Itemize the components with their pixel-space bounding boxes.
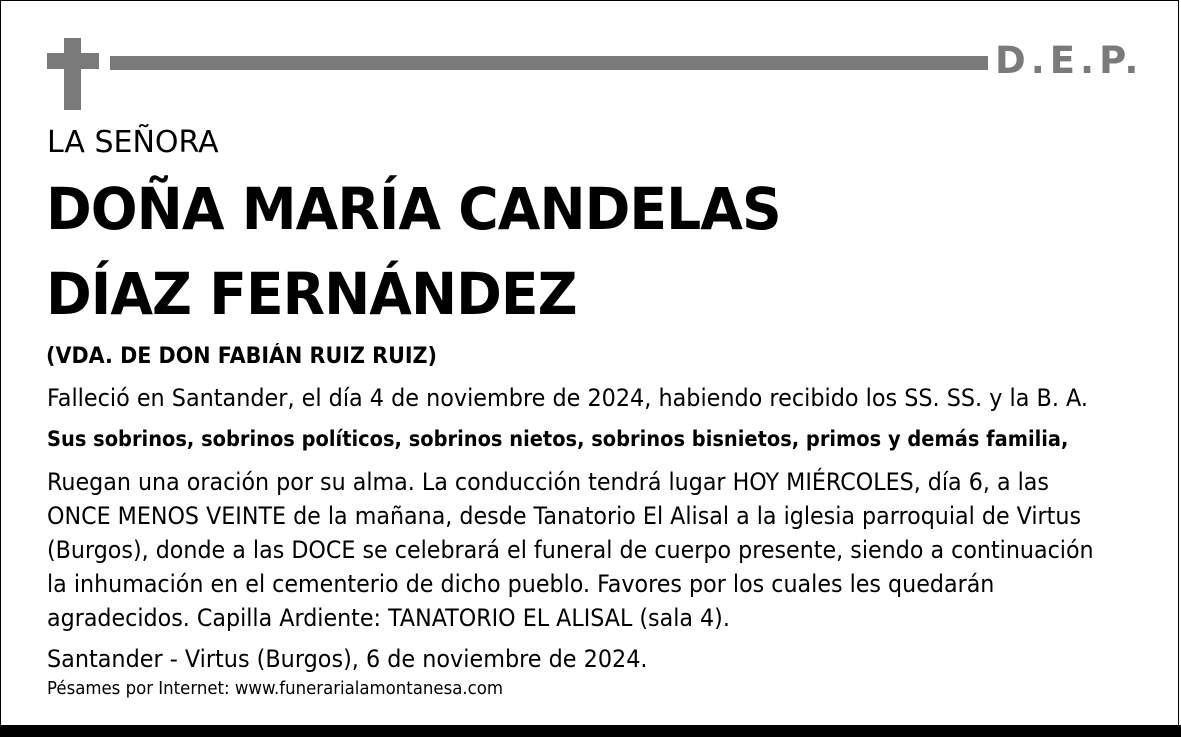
header-divider: [110, 56, 988, 70]
cross-vertical-bar: [64, 38, 81, 110]
death-notice-line: Falleció en Santander, el día 4 de noviembre de 2024, habiendo recibido los SS. SS. y la B. A.: [47, 384, 1089, 412]
latin-cross-icon: [47, 38, 99, 110]
paragraph-line: (Burgos), donde a las DOCE se celebrará el funeral de cuerpo presente, siendo a continuación: [47, 536, 1094, 564]
cross-horizontal-bar: [47, 53, 99, 69]
place-and-date: Santander - Virtus (Burgos), 6 de noviembre de 2024.: [47, 645, 648, 673]
paragraph-line: la inhumación en el cementerio de dicho pueblo. Favores por los cuales les quedarán: [47, 570, 995, 598]
paragraph-line: Ruegan una oración por su alma. La conducción tendrá lugar HOY MIÉRCOLES, día 6, a las: [47, 468, 1049, 496]
dep-heading: D.E.P.: [995, 39, 1144, 82]
honorific-prefix: LA SEÑORA: [47, 125, 219, 160]
widow-of-note: (VDA. DE DON FABIÁN RUIZ RUIZ): [46, 344, 438, 369]
deceased-name-line-1: DOÑA MARÍA CANDELAS: [46, 175, 781, 243]
funeral-details-paragraph: [47, 465, 1120, 635]
bottom-border-rule: [0, 725, 1181, 737]
family-line: Sus sobrinos, sobrinos políticos, sobrinos nietos, sobrinos bisnietos, primos y demás familia,: [47, 427, 1069, 451]
deceased-name-line-2: DÍAZ FERNÁNDEZ: [46, 260, 577, 328]
paragraph-line: ONCE MENOS VEINTE de la mañana, desde Tanatorio El Alisal a la iglesia parroquial de Virtus: [47, 502, 1082, 530]
paragraph-line: agradecidos. Capilla Ardiente: TANATORIO EL ALISAL (sala 4).: [47, 604, 730, 632]
condolences-website: Pésames por Internet: www.funerarialamontanesa.com: [47, 678, 504, 699]
